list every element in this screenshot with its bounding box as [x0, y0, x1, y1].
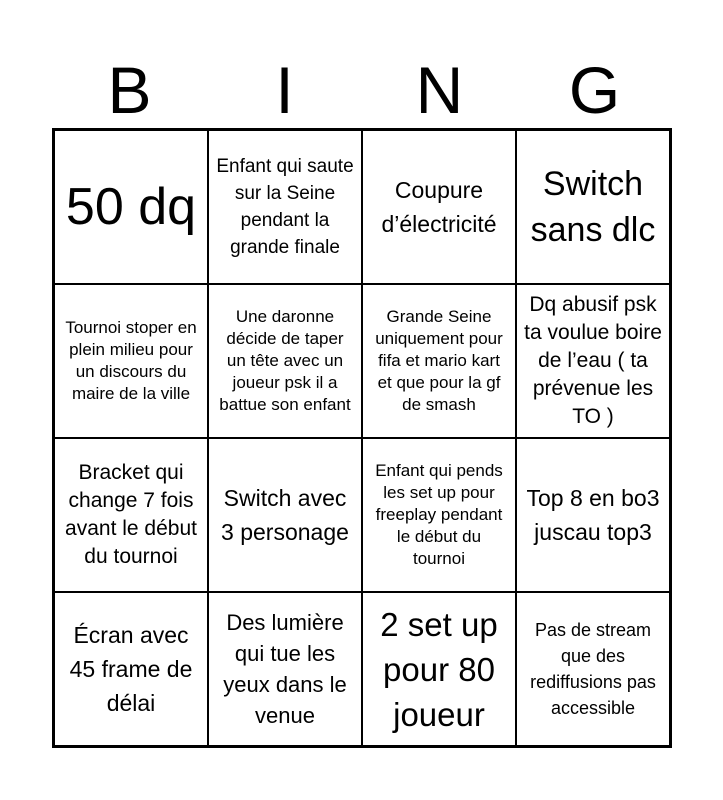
bingo-cell[interactable] [54, 130, 208, 284]
bingo-cell[interactable] [54, 592, 208, 746]
cell-text: 2 set up pour 80 joueur [380, 605, 498, 733]
cell-text: Enfant qui pends les set up pour freeplay pendant le début du tournoi [375, 461, 503, 568]
cell-text: Enfant qui saute sur la Seine pendant la grande finale [216, 156, 354, 258]
cell-text: Pas de stream que des rediffusions pas accessible [530, 620, 656, 718]
cell-text: Dq abusif psk ta voulue boire de l’eau ( ta prévenue les TO ) [524, 293, 662, 428]
bingo-cell[interactable] [54, 438, 208, 592]
bingo-cell[interactable] [516, 438, 670, 592]
bingo-card [52, 128, 672, 748]
bingo-header [52, 52, 672, 128]
bingo-cell[interactable] [516, 130, 670, 284]
bingo-cell[interactable] [208, 284, 362, 438]
cell-text: Top 8 en bo3 juscau top3 [526, 485, 660, 545]
cell-text: Bracket qui change 7 fois avant le début du tournoi [65, 461, 197, 568]
bingo-cell[interactable] [208, 592, 362, 746]
bingo-cell[interactable] [362, 592, 516, 746]
cell-text: Coupure d’électricité [381, 177, 497, 237]
cell-text: Des lumière qui tue les yeux dans le venue [223, 610, 347, 728]
cell-text: Tournoi stoper en plein milieu pour un discours du maire de la ville [65, 318, 197, 403]
header-letter-g: G [568, 53, 621, 127]
bingo-cell[interactable] [516, 284, 670, 438]
header-letter-n: N [415, 53, 464, 127]
cell-text: Switch sans dlc [530, 165, 656, 249]
bingo-cell[interactable] [362, 438, 516, 592]
cell-text: Grande Seine uniquement pour fifa et mario kart et que pour la gf de smash [375, 307, 503, 414]
bingo-cell[interactable] [516, 592, 670, 746]
cell-text: Switch avec 3 personage [221, 485, 349, 545]
bingo-cell[interactable] [208, 130, 362, 284]
cell-text: 50 dq [65, 178, 197, 236]
bingo-cell[interactable] [208, 438, 362, 592]
bingo-cell[interactable] [362, 284, 516, 438]
bingo-cell[interactable] [362, 130, 516, 284]
bingo-cell[interactable] [54, 284, 208, 438]
cell-text: Écran avec 45 frame de délai [69, 622, 193, 716]
header-letter-b: B [107, 53, 152, 127]
cell-text: Une daronne décide de taper un tête avec un joueur psk il a battue son enfant [219, 307, 351, 414]
header-letter-i: I [275, 53, 294, 127]
